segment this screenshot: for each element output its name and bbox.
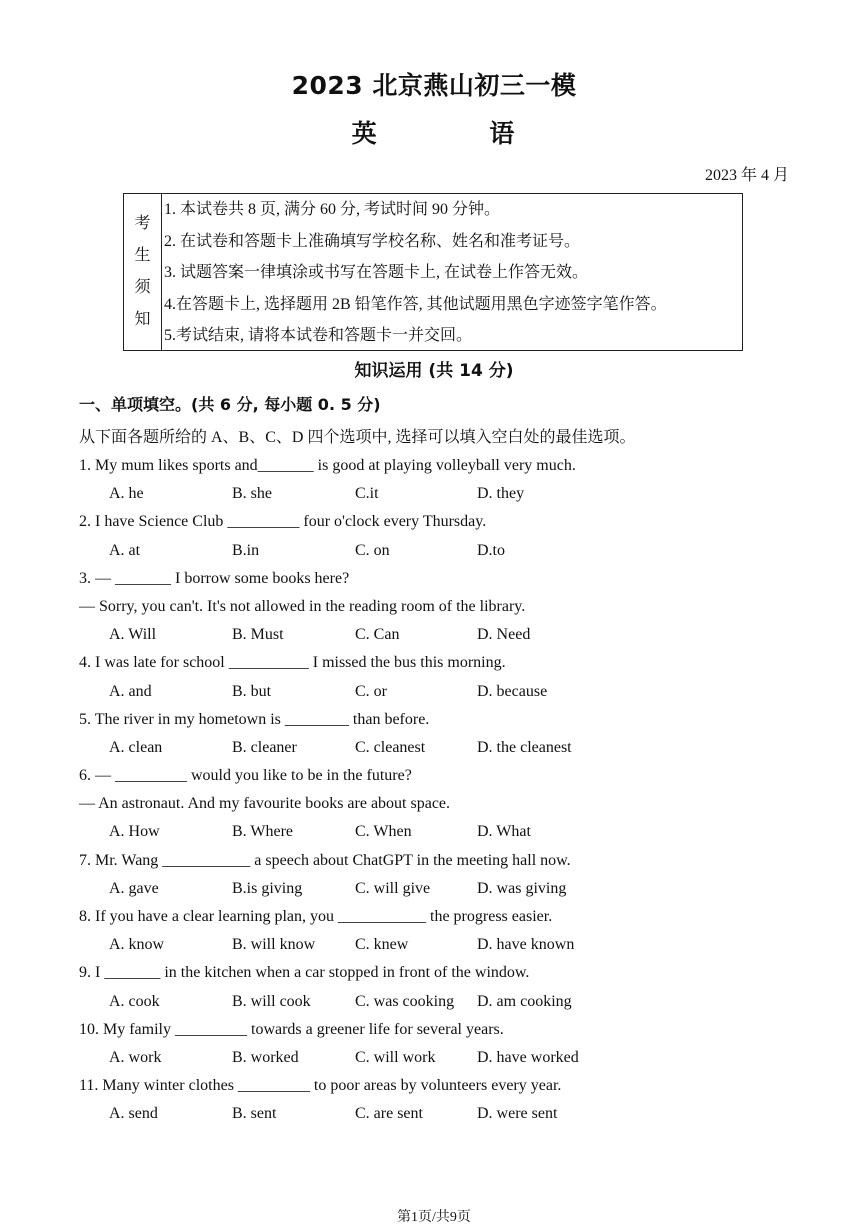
option-b: B.in [232, 541, 260, 559]
section-title: 知识运用 (共 14 分) [354, 361, 514, 381]
question-item [79, 903, 799, 959]
answer-options [79, 875, 799, 903]
question-text: — An astronaut. And my favourite books are about space. [79, 795, 451, 813]
option-b: B. will know [232, 936, 316, 954]
option-b: B. cleaner [232, 738, 297, 756]
question-text: 5. The river in my hometown is ________ than before. [79, 710, 430, 728]
option-b: B. but [232, 682, 272, 700]
option-d: D. was giving [477, 879, 567, 897]
option-b: B. she [232, 485, 272, 503]
option-a: A. How [109, 823, 160, 841]
option-d: D. am cooking [477, 992, 572, 1010]
option-a: A. clean [109, 738, 163, 756]
question-item [79, 508, 799, 564]
question-text: 1. My mum likes sports and_______ is good at playing volleyball very much. [79, 457, 576, 474]
option-c: C.it [355, 485, 379, 503]
notice-heading-char: 生 [134, 247, 151, 264]
question-text: 8. If you have a clear learning plan, you ___________ the progress easier. [79, 908, 553, 925]
notice-item: 2. 在试卷和答题卡上准确填写学校名称、姓名和准考证号。 [164, 232, 581, 250]
option-d: D. they [477, 485, 525, 503]
exam-subject: 英 语 [351, 119, 567, 148]
answer-options [79, 988, 799, 1016]
answer-options [79, 621, 799, 649]
question-text: 11. Many winter clothes _________ to poor areas by volunteers every year. [79, 1077, 562, 1095]
question-text: 9. I _______ in the kitchen when a car stopped in front of the window. [79, 964, 530, 982]
option-a: A. Will [109, 626, 157, 644]
question-text: 6. — _________ would you like to be in the future? [79, 767, 412, 785]
option-c: C. or [355, 682, 387, 700]
answer-options [79, 480, 799, 508]
option-d: D. the cleanest [477, 738, 572, 756]
answer-options [79, 818, 799, 846]
question-text: 3. — _______ I borrow some books here? [79, 569, 350, 587]
option-c: C. will give [355, 879, 431, 897]
answer-options [79, 1100, 799, 1128]
option-d: D. What [477, 823, 531, 841]
option-d: D. Need [477, 626, 531, 644]
notice-heading-char: 知 [134, 311, 151, 328]
option-a: A. send [109, 1105, 158, 1123]
question-item [79, 1072, 799, 1128]
option-c: C. was cooking [355, 992, 455, 1010]
option-a: A. he [109, 485, 144, 503]
option-c: C. When [355, 823, 412, 841]
option-b: B.is giving [232, 879, 303, 897]
option-c: C. are sent [355, 1105, 423, 1123]
option-b: B. worked [232, 1048, 299, 1066]
question-text: — Sorry, you can't. It's not allowed in the reading room of the library. [79, 597, 526, 615]
option-a: A. cook [109, 992, 160, 1010]
option-a: A. work [109, 1048, 162, 1066]
option-d: D. have worked [477, 1048, 579, 1066]
question-item [79, 565, 799, 650]
notice-item: 4.在答题卡上, 选择题用 2B 铅笔作答, 其他试题用黑色字迹签字笔作答。 [164, 295, 667, 313]
question-item [79, 847, 799, 903]
option-b: B. sent [232, 1105, 277, 1123]
question-item [79, 649, 799, 705]
option-c: C. Can [355, 626, 400, 644]
notice-item: 3. 试题答案一律填涂或书写在答题卡上, 在试卷上作答无效。 [164, 264, 589, 282]
option-d: D. because [477, 682, 548, 700]
option-a: A. at [109, 541, 141, 559]
notice-items [162, 194, 742, 350]
notice-box [123, 193, 743, 351]
option-a: A. know [109, 936, 165, 954]
question-item [79, 706, 799, 762]
answer-options [79, 734, 799, 762]
option-c: C. on [355, 541, 390, 559]
answer-options [79, 1044, 799, 1072]
option-a: A. and [109, 682, 152, 700]
question-item [79, 452, 799, 508]
question-text: 4. I was late for school __________ I missed the bus this morning. [79, 654, 506, 672]
exam-date: 2023 年 4 月 [704, 167, 789, 184]
exam-title: 2023 北京燕山初三一模 [291, 71, 577, 100]
instruction-text: 从下面各题所给的 A、B、C、D 四个选项中, 选择可以填入空白处的最佳选项。 [79, 429, 636, 446]
option-c: C. cleanest [355, 738, 426, 756]
part-heading: 一、单项填空。(共 6 分, 每小题 0. 5 分) [79, 395, 381, 414]
question-list [79, 452, 799, 1129]
option-b: B. Must [232, 626, 284, 644]
question-item [79, 959, 799, 1015]
option-d: D.to [477, 541, 505, 559]
answer-options [79, 678, 799, 706]
page-number: 第1页/共9页 [397, 1210, 471, 1225]
answer-options [79, 931, 799, 959]
notice-heading-char: 须 [134, 279, 151, 296]
question-text: 2. I have Science Club _________ four o'clock every Thursday. [79, 513, 487, 531]
option-c: C. knew [355, 936, 409, 954]
question-item [79, 1016, 799, 1072]
option-d: D. have known [477, 936, 575, 954]
notice-heading [124, 194, 162, 350]
option-a: A. gave [109, 879, 159, 897]
question-text: 10. My family _________ towards a greener life for several years. [79, 1020, 504, 1038]
notice-item: 1. 本试卷共 8 页, 满分 60 分, 考试时间 90 分钟。 [164, 201, 501, 218]
notice-item: 5.考试结束, 请将本试卷和答题卡一并交回。 [164, 327, 473, 345]
option-c: C. will work [355, 1048, 436, 1066]
answer-options [79, 537, 799, 565]
notice-heading-char: 考 [134, 215, 151, 232]
option-d: D. were sent [477, 1105, 558, 1123]
option-b: B. will cook [232, 992, 311, 1010]
question-item [79, 762, 799, 847]
option-b: B. Where [232, 823, 294, 841]
question-text: 7. Mr. Wang ___________ a speech about ChatGPT in the meeting hall now. [79, 851, 571, 869]
